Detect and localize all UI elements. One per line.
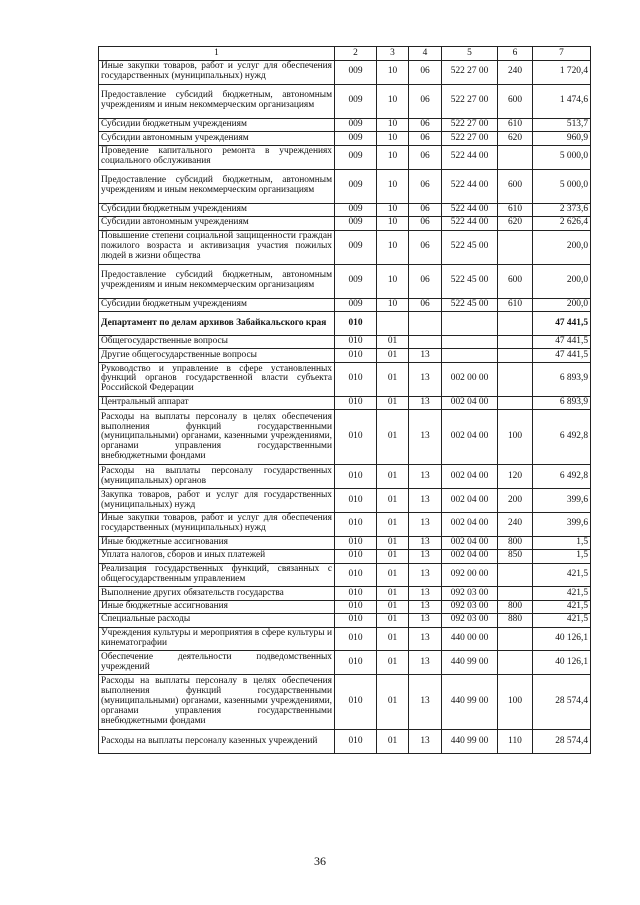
row-name: Центральный аппарат	[99, 397, 335, 410]
section-code: 10	[377, 145, 409, 169]
subsection-code: 13	[409, 349, 442, 362]
subsection-code: 13	[409, 614, 442, 627]
subsection-code: 06	[409, 217, 442, 230]
admin-code: 010	[335, 730, 377, 754]
target-article-code: 522 44 00	[442, 169, 498, 203]
table-row	[99, 312, 591, 336]
subsection-code: 13	[409, 465, 442, 489]
section-code: 01	[377, 349, 409, 362]
expense-type-code	[498, 627, 533, 651]
target-article-code: 002 04 00	[442, 489, 498, 513]
expense-type-code: 800	[498, 600, 533, 613]
table-row	[99, 730, 591, 754]
admin-code: 009	[335, 203, 377, 216]
row-name: Специальные расходы	[99, 614, 335, 627]
row-name: Расходы на выплаты персоналу в целях обеспечения выполнения функций государственными (муниципальными) органами, казенными учреждениями, органами управления государственными внебюджетными фондами	[99, 675, 335, 730]
subsection-code: 06	[409, 203, 442, 216]
expense-type-code	[498, 563, 533, 587]
target-article-code: 092 03 00	[442, 614, 498, 627]
section-code: 01	[377, 587, 409, 600]
row-amount: 1 474,6	[533, 84, 591, 118]
expense-type-code: 200	[498, 489, 533, 513]
row-amount: 200,0	[533, 298, 591, 311]
column-header: 6	[498, 47, 533, 61]
admin-code: 009	[335, 61, 377, 85]
table-row	[99, 264, 591, 298]
section-code: 10	[377, 264, 409, 298]
admin-code: 010	[335, 651, 377, 675]
row-name: Субсидии бюджетным учреждениям	[99, 203, 335, 216]
row-amount: 47 441,5	[533, 349, 591, 362]
row-amount: 47 441,5	[533, 312, 591, 336]
admin-code: 010	[335, 513, 377, 537]
table-row	[99, 169, 591, 203]
admin-code: 009	[335, 132, 377, 145]
row-amount: 2 373,6	[533, 203, 591, 216]
expense-type-code: 620	[498, 217, 533, 230]
row-amount: 1,5	[533, 536, 591, 549]
table-row	[99, 489, 591, 513]
expense-type-code	[498, 230, 533, 264]
admin-code: 009	[335, 118, 377, 131]
admin-code: 010	[335, 362, 377, 396]
admin-code: 010	[335, 397, 377, 410]
section-code: 01	[377, 550, 409, 563]
admin-code: 009	[335, 169, 377, 203]
row-name: Закупка товаров, работ и услуг для государственных (муниципальных) нужд	[99, 489, 335, 513]
row-amount: 399,6	[533, 489, 591, 513]
section-code: 01	[377, 563, 409, 587]
row-name: Иные бюджетные ассигнования	[99, 600, 335, 613]
target-article-code: 002 04 00	[442, 397, 498, 410]
admin-code: 010	[335, 550, 377, 563]
table-row	[99, 550, 591, 563]
target-article-code: 002 04 00	[442, 536, 498, 549]
row-name: Департамент по делам архивов Забайкальского края	[99, 312, 335, 336]
admin-code: 010	[335, 312, 377, 336]
table-row	[99, 536, 591, 549]
row-name: Иные закупки товаров, работ и услуг для обеспечения государственных (муниципальных) нужд	[99, 513, 335, 537]
subsection-code: 13	[409, 489, 442, 513]
section-code: 01	[377, 627, 409, 651]
table-row	[99, 61, 591, 85]
subsection-code: 13	[409, 587, 442, 600]
section-code: 01	[377, 600, 409, 613]
target-article-code	[442, 349, 498, 362]
target-article-code	[442, 336, 498, 349]
page-number: 36	[314, 854, 326, 868]
expense-type-code: 880	[498, 614, 533, 627]
expense-type-code	[498, 362, 533, 396]
subsection-code: 06	[409, 61, 442, 85]
subsection-code: 06	[409, 145, 442, 169]
budget-table-body	[99, 61, 591, 754]
row-amount: 1 720,4	[533, 61, 591, 85]
section-code: 10	[377, 230, 409, 264]
target-article-code: 440 99 00	[442, 730, 498, 754]
row-name: Субсидии бюджетным учреждениям	[99, 298, 335, 311]
row-name: Выполнение других обязательств государства	[99, 587, 335, 600]
target-article-code: 522 27 00	[442, 118, 498, 131]
subsection-code: 06	[409, 230, 442, 264]
subsection-code: 13	[409, 513, 442, 537]
target-article-code: 440 99 00	[442, 651, 498, 675]
target-article-code: 522 44 00	[442, 145, 498, 169]
expense-type-code	[498, 397, 533, 410]
target-article-code: 002 04 00	[442, 410, 498, 465]
column-header: 7	[533, 47, 591, 61]
table-row	[99, 203, 591, 216]
target-article-code: 440 00 00	[442, 627, 498, 651]
row-amount: 960,9	[533, 132, 591, 145]
subsection-code: 13	[409, 600, 442, 613]
target-article-code: 002 04 00	[442, 550, 498, 563]
row-amount: 28 574,4	[533, 675, 591, 730]
target-article-code: 522 44 00	[442, 203, 498, 216]
section-code: 01	[377, 536, 409, 549]
target-article-code: 522 45 00	[442, 230, 498, 264]
section-code: 01	[377, 397, 409, 410]
row-name: Расходы на выплаты персоналу казенных учреждений	[99, 730, 335, 754]
table-row	[99, 587, 591, 600]
row-name: Повышение степени социальной защищенности граждан пожилого возраста и активизация участия пожилых людей в жизни общества	[99, 230, 335, 264]
row-amount: 200,0	[533, 264, 591, 298]
table-row	[99, 410, 591, 465]
admin-code: 010	[335, 489, 377, 513]
admin-code: 010	[335, 587, 377, 600]
target-article-code: 522 45 00	[442, 264, 498, 298]
row-amount: 28 574,4	[533, 730, 591, 754]
subsection-code: 13	[409, 550, 442, 563]
section-code: 01	[377, 336, 409, 349]
column-header: 2	[335, 47, 377, 61]
subsection-code	[409, 312, 442, 336]
section-code	[377, 312, 409, 336]
table-row	[99, 349, 591, 362]
admin-code: 010	[335, 627, 377, 651]
target-article-code: 522 27 00	[442, 132, 498, 145]
section-code: 01	[377, 410, 409, 465]
table-row	[99, 675, 591, 730]
row-name: Реализация государственных функций, связанных с общегосударственным управлением	[99, 563, 335, 587]
admin-code: 010	[335, 336, 377, 349]
row-amount: 40 126,1	[533, 651, 591, 675]
subsection-code: 06	[409, 264, 442, 298]
table-row	[99, 145, 591, 169]
section-code: 01	[377, 465, 409, 489]
target-article-code: 092 00 00	[442, 563, 498, 587]
admin-code: 009	[335, 230, 377, 264]
row-name: Иные бюджетные ассигнования	[99, 536, 335, 549]
subsection-code: 06	[409, 84, 442, 118]
admin-code: 010	[335, 600, 377, 613]
table-row	[99, 563, 591, 587]
admin-code: 009	[335, 145, 377, 169]
admin-code: 010	[335, 465, 377, 489]
column-header: 3	[377, 47, 409, 61]
row-amount: 421,5	[533, 563, 591, 587]
section-code: 10	[377, 298, 409, 311]
row-name: Субсидии автономным учреждениям	[99, 217, 335, 230]
subsection-code: 13	[409, 651, 442, 675]
column-header: 4	[409, 47, 442, 61]
subsection-code: 13	[409, 730, 442, 754]
expense-type-code	[498, 312, 533, 336]
table-row	[99, 298, 591, 311]
table-row	[99, 627, 591, 651]
row-amount: 399,6	[533, 513, 591, 537]
expense-type-code: 620	[498, 132, 533, 145]
admin-code: 010	[335, 349, 377, 362]
section-code: 01	[377, 489, 409, 513]
row-name: Уплата налогов, сборов и иных платежей	[99, 550, 335, 563]
expense-type-code	[498, 145, 533, 169]
row-name: Учреждения культуры и мероприятия в сфере культуры и кинематографии	[99, 627, 335, 651]
row-name: Субсидии бюджетным учреждениям	[99, 118, 335, 131]
table-row	[99, 336, 591, 349]
row-amount: 1,5	[533, 550, 591, 563]
admin-code: 009	[335, 264, 377, 298]
table-row	[99, 217, 591, 230]
row-name: Проведение капитального ремонта в учреждениях социального обслуживания	[99, 145, 335, 169]
row-amount: 421,5	[533, 600, 591, 613]
table-row	[99, 513, 591, 537]
expense-type-code	[498, 587, 533, 600]
expense-type-code: 610	[498, 118, 533, 131]
admin-code: 010	[335, 536, 377, 549]
subsection-code: 13	[409, 362, 442, 396]
row-amount: 6 492,8	[533, 410, 591, 465]
row-name: Предоставление субсидий бюджетным, автономным учреждениям и иным некоммерческим организациям	[99, 264, 335, 298]
target-article-code: 002 00 00	[442, 362, 498, 396]
row-amount: 421,5	[533, 614, 591, 627]
target-article-code: 440 99 00	[442, 675, 498, 730]
subsection-code: 13	[409, 563, 442, 587]
table-row	[99, 651, 591, 675]
target-article-code	[442, 312, 498, 336]
admin-code: 009	[335, 217, 377, 230]
admin-code: 010	[335, 614, 377, 627]
target-article-code: 522 27 00	[442, 61, 498, 85]
expense-type-code: 610	[498, 298, 533, 311]
row-name: Другие общегосударственные вопросы	[99, 349, 335, 362]
subsection-code: 06	[409, 298, 442, 311]
table-row	[99, 362, 591, 396]
subsection-code: 06	[409, 118, 442, 131]
row-amount: 5 000,0	[533, 169, 591, 203]
row-name: Общегосударственные вопросы	[99, 336, 335, 349]
row-amount: 6 893,9	[533, 362, 591, 396]
expense-type-code	[498, 651, 533, 675]
section-code: 01	[377, 730, 409, 754]
expense-type-code: 100	[498, 675, 533, 730]
row-amount: 2 626,4	[533, 217, 591, 230]
expense-type-code: 850	[498, 550, 533, 563]
table-row	[99, 397, 591, 410]
subsection-code: 06	[409, 169, 442, 203]
subsection-code: 13	[409, 397, 442, 410]
target-article-code: 522 45 00	[442, 298, 498, 311]
expense-type-code: 100	[498, 410, 533, 465]
section-code: 01	[377, 614, 409, 627]
section-code: 01	[377, 651, 409, 675]
column-header: 5	[442, 47, 498, 61]
subsection-code: 13	[409, 627, 442, 651]
section-code: 01	[377, 513, 409, 537]
admin-code: 010	[335, 563, 377, 587]
table-row	[99, 84, 591, 118]
table-row	[99, 600, 591, 613]
expense-type-code: 110	[498, 730, 533, 754]
expense-type-code: 120	[498, 465, 533, 489]
admin-code: 010	[335, 410, 377, 465]
section-code: 10	[377, 169, 409, 203]
row-name: Предоставление субсидий бюджетным, автономным учреждениям и иным некоммерческим организациям	[99, 84, 335, 118]
section-code: 10	[377, 61, 409, 85]
table-row	[99, 132, 591, 145]
expense-type-code: 800	[498, 536, 533, 549]
target-article-code: 002 04 00	[442, 465, 498, 489]
admin-code: 010	[335, 675, 377, 730]
row-name: Расходы на выплаты персоналу государственных (муниципальных) органов	[99, 465, 335, 489]
column-header: 1	[99, 47, 335, 61]
row-name: Руководство и управление в сфере установленных функций органов государственной власти субъекта Российской Федерации	[99, 362, 335, 396]
expense-type-code: 600	[498, 84, 533, 118]
table-row	[99, 118, 591, 131]
row-amount: 421,5	[533, 587, 591, 600]
expense-type-code: 610	[498, 203, 533, 216]
row-amount: 6 492,8	[533, 465, 591, 489]
section-code: 01	[377, 362, 409, 396]
target-article-code: 092 03 00	[442, 600, 498, 613]
subsection-code: 06	[409, 132, 442, 145]
subsection-code: 13	[409, 675, 442, 730]
subsection-code: 13	[409, 410, 442, 465]
subsection-code: 13	[409, 536, 442, 549]
row-name: Обеспечение деятельности подведомственных учреждений	[99, 651, 335, 675]
admin-code: 009	[335, 298, 377, 311]
expense-type-code: 240	[498, 61, 533, 85]
expense-type-code: 600	[498, 169, 533, 203]
target-article-code: 522 44 00	[442, 217, 498, 230]
row-name: Расходы на выплаты персоналу в целях обеспечения выполнения функций государственными (муниципальными) органами, казенными учреждениями, органами управления государственными внебюджетными фондами	[99, 410, 335, 465]
row-name: Субсидии автономным учреждениям	[99, 132, 335, 145]
budget-table	[98, 46, 591, 754]
row-name: Предоставление субсидий бюджетным, автономным учреждениям и иным некоммерческим организациям	[99, 169, 335, 203]
target-article-code: 002 04 00	[442, 513, 498, 537]
section-code: 10	[377, 217, 409, 230]
row-name: Иные закупки товаров, работ и услуг для обеспечения государственных (муниципальных) нужд	[99, 61, 335, 85]
table-row	[99, 465, 591, 489]
expense-type-code: 240	[498, 513, 533, 537]
section-code: 10	[377, 118, 409, 131]
section-code: 10	[377, 203, 409, 216]
row-amount: 47 441,5	[533, 336, 591, 349]
row-amount: 6 893,9	[533, 397, 591, 410]
expense-type-code: 600	[498, 264, 533, 298]
subsection-code	[409, 336, 442, 349]
section-code: 10	[377, 132, 409, 145]
expense-type-code	[498, 349, 533, 362]
section-code: 01	[377, 675, 409, 730]
table-row	[99, 230, 591, 264]
column-number-row	[99, 47, 591, 61]
row-amount: 40 126,1	[533, 627, 591, 651]
target-article-code: 522 27 00	[442, 84, 498, 118]
row-amount: 200,0	[533, 230, 591, 264]
section-code: 10	[377, 84, 409, 118]
expense-type-code	[498, 336, 533, 349]
target-article-code: 092 03 00	[442, 587, 498, 600]
row-amount: 5 000,0	[533, 145, 591, 169]
admin-code: 009	[335, 84, 377, 118]
row-amount: 513,7	[533, 118, 591, 131]
table-row	[99, 614, 591, 627]
